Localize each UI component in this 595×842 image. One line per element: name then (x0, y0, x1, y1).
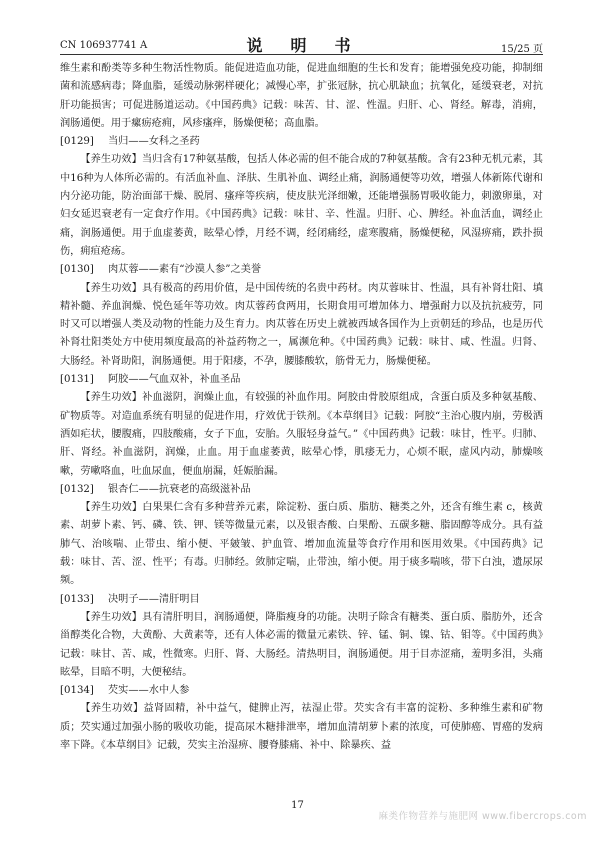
section-title: 当归——女科之圣药 (108, 136, 200, 148)
section-body: 【养生功效】补血滋阴，润燥止血，有较强的补血作用。阿胶由骨胶原组成，含蛋白质及多种氨基酸、矿物质等。对造血系统有明显的促进作用，疗效优于铁剂。《本草纲目》记载：阿胶“主治心腹内崩，劳极洒洒如疟状，腰腹痛，四肢酸痛，女子下血，安胎。久服轻身益气。”《中国药典》记载：味甘，性平。归肺、肝、肾经。补血滋阴，润燥，止血。用于血虚萎黄，眩晕心悸，肌痿无力，心烦不眠，虚风内动，肺燥咳嗽，劳嗽咯血，吐血尿血，便血崩漏，妊娠胎漏。 (60, 392, 543, 477)
section-body: 【养生功效】白果果仁含有多种营养元素，除淀粉、蛋白质、脂肪、糖类之外，还含有维生素 c，核黄素、胡萝卜素、钙、磷、铁、钾、镁等微量元素，以及银杏酸、白果酚、五碳多糖、脂固醇等成分。具有益肺气、治咳喘、止带虫、缩小便、平皴皱、护血管、增加血流量等食疗作用和医用效果。《中国药典》记载：味甘、苦、涩、性平；有毒。归肺经。敛肺定喘，止带浊，缩小便。用于痰多喘咳，带下白浊，遗尿尿频。 (60, 502, 543, 587)
paragraph-number: [0134] (60, 685, 94, 697)
section-heading-0129 (60, 133, 543, 151)
section-body: 【养生功效】具有极高的药用价值，是中国传统的名贵中药材。肉苁蓉味甘、性温，具有补肾壮阳、填精补髓、养血润燥、悦色延年等功效。肉苁蓉药食两用，长期食用可增加体力、增强耐力以及抗抗疲劳，同时又可以增强人类及动物的性能力及生育力。肉苁蓉在历史上就被西域各国作为上贡朝廷的珍品，也是历代补肾壮阳类处方中使用频度最高的补益药物之一，属濒危种。《中国药典》记载：味甘、咸、性温。归肾、大肠经。补肾助阳，润肠通便。用于阳痿，不孕，腰膝酸软，筋骨无力，肠燥便秘。 (60, 282, 543, 367)
section-body: 【养生功效】当归含有17种氨基酸，包括人体必需的但不能合成的7种氨基酸。含有23种无机元素，其中16种为人体所必需的。有活血补血、泽肤、生肌补血、调经止痛，润肠通便等功效，增强人体新陈代谢和内分泌功能，防治面部干燥、脱屑、瘙痒等疾病，使皮肤光泽细嫩，还能增强肠胃吸收能力，刺激卵巢，对妇女延迟衰老有一定食疗作用。《中国药典》记载：味甘、辛、性温。归肝、心、脾经。补血活血，调经止痛，润肠通便。用于血虚萎黄，眩晕心悸，月经不调，经闭痛经，虚寒腹痛，肠燥便秘，风湿痹痛，跌扑损伤，痈疽疮疡。 (60, 154, 543, 257)
publication-number: CN 106937741 A (60, 40, 148, 51)
section-title: 肉苁蓉——素有“沙漠人参”之美誉 (108, 264, 262, 276)
paragraph-number: [0129] (60, 136, 94, 148)
section-heading-0130 (60, 261, 543, 279)
section-body: 【养生功效】具有清肝明目，润肠通便，降脂瘦身的功能。决明子除含有糖类、蛋白质、脂肪外，还含甾醇类化合物，大黄酚、大黄素等，还有人体必需的微量元素铁、锌、锰、铜、镍、钴、钼等。《中国药典》记载：味甘、苦、咸，性微寒。归肝、肾、大肠经。清热明目，润肠通便。用于目赤涩痛，羞明多泪，头痛眩晕，目暗不明，大便秘结。 (60, 611, 543, 678)
document-title: 说 明 书 (246, 36, 357, 55)
section-heading-0133 (60, 591, 543, 609)
paragraph-number: [0131] (60, 374, 94, 386)
section-title: 银杏仁——抗衰老的高级滋补品 (108, 483, 251, 495)
section-body: 【养生功效】益肾固精，补中益气，健脾止泻，祛湿止带。芡实含有丰富的淀粉、多种维生素和矿物质；芡实通过加强小肠的吸收功能，提高尿木糖排泄率，增加血清胡萝卜素的浓度，可使肺癌、胃癌的发病率下降。《本草纲目》记载，芡实主治湿痹、腰脊膝痛、补中、除暴疾、益 (60, 703, 543, 751)
section-heading-0134 (60, 682, 543, 700)
paragraph-number: [0130] (60, 264, 94, 276)
section-title: 决明子——清肝明目 (108, 593, 200, 605)
page-header (60, 32, 543, 55)
continuation-paragraph: 维生素和酚类等多种生物活性物质。能促进造血功能，促进血细胞的生长和发育；能增强免疫功能，抑制细菌和流感病毒；降血脂，延缓动脉粥样硬化；减慢心率，扩张冠脉，抗心肌缺血；抗氧化，延缓衰老，对抗肝功能损害；可促进肠道运动。《中国药典》记载：味苦、甘、涩、性温。归肝、心、肾经。解毒，消痈，润肠通便。用于瘰疬疮痈，风疹瘙痒，肠燥便秘；高血脂。 (60, 63, 543, 129)
page-content (60, 60, 543, 755)
section-title: 阿胶——气血双补，补血圣品 (108, 374, 241, 386)
paragraph-number: [0133] (60, 593, 94, 605)
website-watermark: 麻类作物营养与施肥网 www.fibercrops.com (378, 811, 587, 822)
section-heading-0131 (60, 371, 543, 389)
page-number: 17 (291, 800, 304, 811)
section-title: 芡实——水中人参 (108, 685, 190, 697)
page-label: 15/25 页 (501, 44, 543, 55)
section-heading-0132 (60, 481, 543, 499)
paragraph-number: [0132] (60, 483, 94, 495)
